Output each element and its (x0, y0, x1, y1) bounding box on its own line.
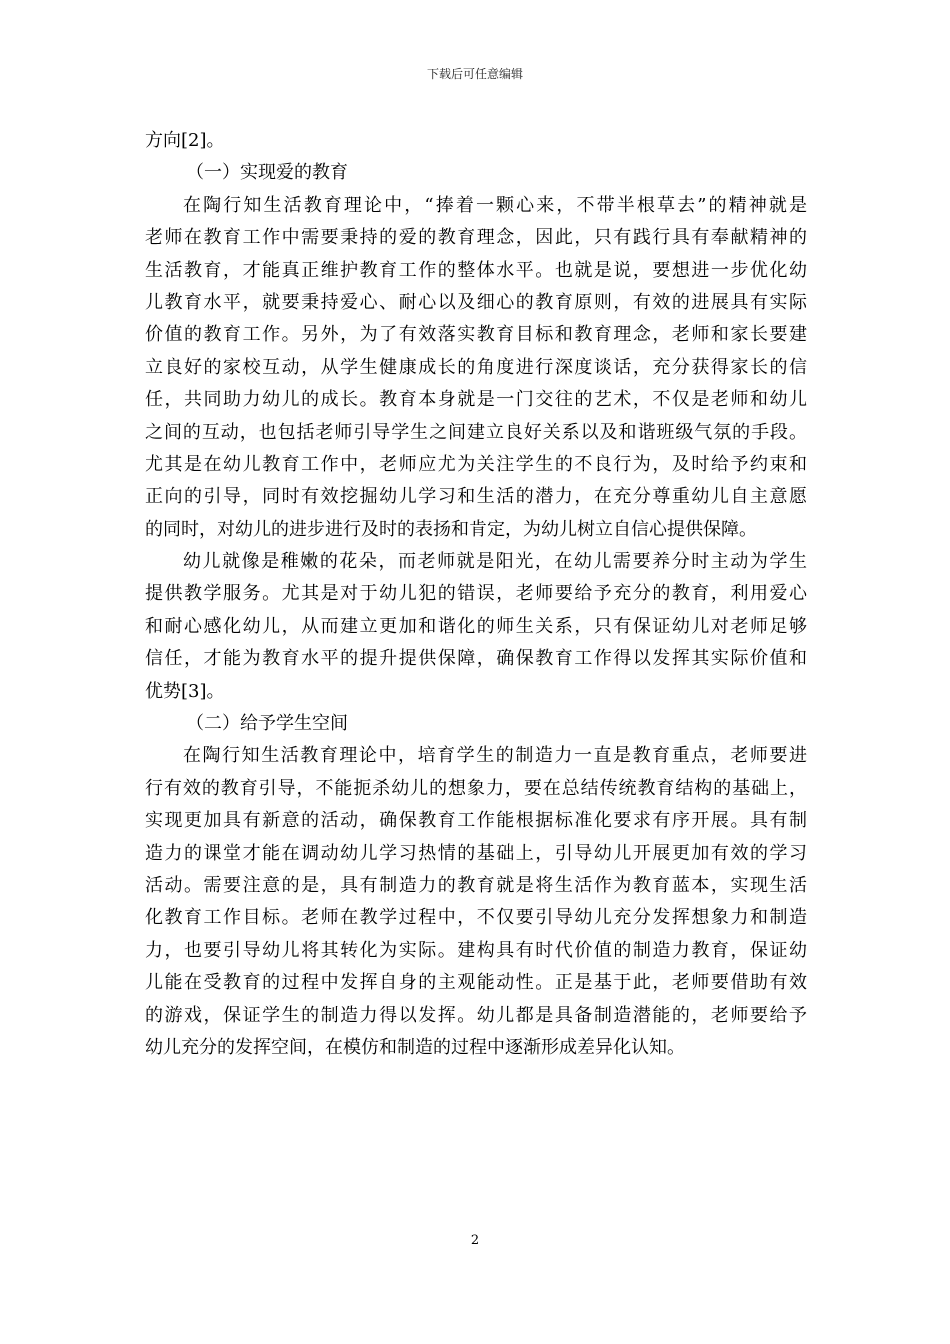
text-line: 方向[2]。 (145, 130, 225, 151)
section-heading: （一）实现爱的教育 (186, 162, 348, 184)
text-line: 行有效的教育引导，不能扼杀幼儿的想象力，要在总结传统教育结构的基础上， (145, 777, 807, 799)
text-line: 老师在教育工作中需要秉持的爱的教育理念，因此，只有践行具有奉献精神的 (145, 227, 807, 249)
text-line: 的游戏，保证学生的制造力得以发挥。幼儿都是具备制造潜能的，老师要给予 (145, 1004, 807, 1026)
text-line: 生活教育，才能真正维护教育工作的整体水平。也就是说，要想进一步优化幼 (145, 259, 807, 281)
page-header: 下载后可任意编辑 (426, 67, 523, 81)
text-line: 造力的课堂才能在调动幼儿学习热情的基础上，引导幼儿开展更加有效的学习 (145, 842, 807, 864)
document-body (145, 125, 807, 1064)
text-line: 儿教育水平，就要秉持爱心、耐心以及细心的教育原则，有效的进展具有实际 (145, 291, 807, 313)
text-line: 立良好的家校互动，从学生健康成长的角度进行深度谈话，充分获得家长的信 (145, 356, 807, 378)
text-line: 提供教学服务。尤其是对于幼儿犯的错误，老师要给予充分的教育，利用爱心 (145, 583, 807, 605)
text-line: 优势[3]。 (145, 680, 225, 702)
text-line: 儿能在受教育的过程中发挥自身的主观能动性。正是基于此，老师要借助有效 (145, 972, 807, 994)
text-line: 活动。需要注意的是，具有制造力的教育就是将生活作为教育蓝本，实现生活 (145, 874, 807, 896)
text-line: 任，共同助力幼儿的成长。教育本身就是一门交往的艺术，不仅是老师和幼儿 (145, 389, 807, 411)
text-line: 信任，才能为教育水平的提升提供保障，确保教育工作得以发挥其实际价值和 (145, 648, 807, 670)
text-line: 价值的教育工作。另外，为了有效落实教育目标和教育理念，老师和家长要建 (145, 324, 807, 346)
text-line: 幼儿充分的发挥空间，在模仿和制造的过程中逐渐形成差异化认知。 (145, 1036, 685, 1058)
text-line: 之间的互动，也包括老师引导学生之间建立良好关系以及和谐班级气氛的手段。 (145, 421, 807, 443)
text-line: 在陶行知生活教育理论中，“捧着一颗心来，不带半根草去”的精神就是 (183, 194, 807, 216)
text-line: 的同时，对幼儿的进步进行及时的表扬和肯定，为幼儿树立自信心提供保障。 (145, 518, 757, 540)
text-line: 和耐心感化幼儿，从而建立更加和谐化的师生关系，只有保证幼儿对老师足够 (145, 615, 807, 637)
text-line: 尤其是在幼儿教育工作中，老师应尤为关注学生的不良行为，及时给予约束和 (145, 453, 807, 475)
text-line: 实现更加具有新意的活动，确保教育工作能根据标准化要求有序开展。具有制 (145, 810, 807, 832)
page-number: 2 (470, 1233, 480, 1248)
text-line: 正向的引导，同时有效挖掘幼儿学习和生活的潜力，在充分尊重幼儿自主意愿 (145, 486, 807, 508)
text-line: 在陶行知生活教育理论中，培育学生的制造力一直是教育重点，老师要进 (183, 745, 807, 767)
text-line: 力，也要引导幼儿将其转化为实际。建构具有时代价值的制造力教育，保证幼 (145, 939, 807, 961)
text-line: 幼儿就像是稚嫩的花朵，而老师就是阳光，在幼儿需要养分时主动为学生 (183, 551, 807, 573)
section-heading: （二）给予学生空间 (186, 713, 348, 735)
text-line: 化教育工作目标。老师在教学过程中，不仅要引导幼儿充分发挥想象力和制造 (145, 907, 807, 929)
